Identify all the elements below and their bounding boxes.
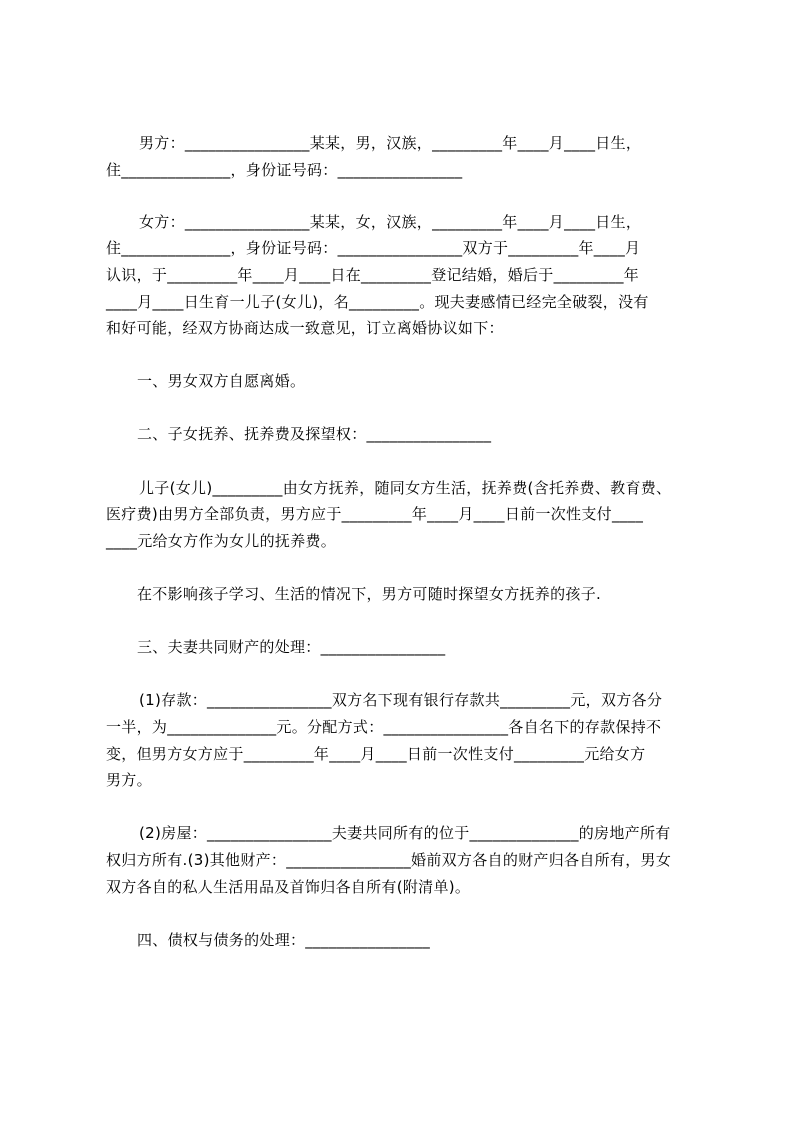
custody-line-1: 儿子(女儿)_________由女方抚养，随同女方生活，抚养费(含托养费、教育费、	[139, 479, 672, 497]
custody-line-3: ____元给女方作为女儿的抚养费。	[106, 532, 337, 550]
custody-line-2: 医疗费)由男方全部负责，男方应于_________年____月____日前一次性支付____	[106, 505, 644, 523]
housing-line-2: 权归方所有.(3)其他财产：________________婚前双方各自的财产归各自所有，男女	[106, 851, 672, 869]
deposits-line-3: 变，但男方女方应于_________年____月____日前一次性支付_________元给女方	[106, 745, 646, 763]
visitation-line: 在不影响孩子学习、生活的情况下，男方可随时探望女方抚养的孩子.	[137, 585, 602, 603]
section-4-heading: 四、债权与债务的处理：________________	[137, 931, 431, 949]
wife-info-line-4: ____月____日生育一儿子(女儿)，名_________。现夫妻感情已经完全破裂，没有	[106, 293, 649, 311]
section-2-heading: 二、子女抚养、抚养费及探望权：________________	[137, 425, 492, 443]
housing-line-3: 双方各自的私人生活用品及首饰归各自所有(附清单)。	[106, 878, 471, 896]
wife-info-line-5: 和好可能，经双方协商达成一致意见，订立离婚协议如下：	[106, 319, 504, 337]
section-1-heading: 一、男女双方自愿离婚。	[137, 372, 306, 390]
deposits-line-4: 男方。	[106, 771, 152, 789]
wife-info-line-2: 住______________，身份证号码：________________双方于_________年____月	[106, 239, 641, 257]
wife-info-line-3: 认识，于_________年____月____日在_________登记结婚，婚后于_________年	[106, 266, 640, 284]
deposits-line-2: 一半，为______________元。分配方式：________________各自名下的存款保持不	[106, 718, 662, 736]
husband-info-line-2: 住______________，身份证号码：________________	[106, 161, 463, 179]
housing-line-1: (2)房屋：________________夫妻共同所有的位于______________的房地产所有	[139, 824, 671, 842]
wife-info-line-1: 女方：________________某某，女，汉族，_________年____月____日生，	[139, 213, 642, 231]
husband-info-line-1: 男方：________________某某，男，汉族，_________年____月____日生，	[139, 134, 642, 152]
section-3-heading: 三、夫妻共同财产的处理：________________	[137, 638, 446, 656]
deposits-line-1: (1)存款：________________双方名下现有银行存款共_________元，双方各分	[139, 691, 663, 709]
